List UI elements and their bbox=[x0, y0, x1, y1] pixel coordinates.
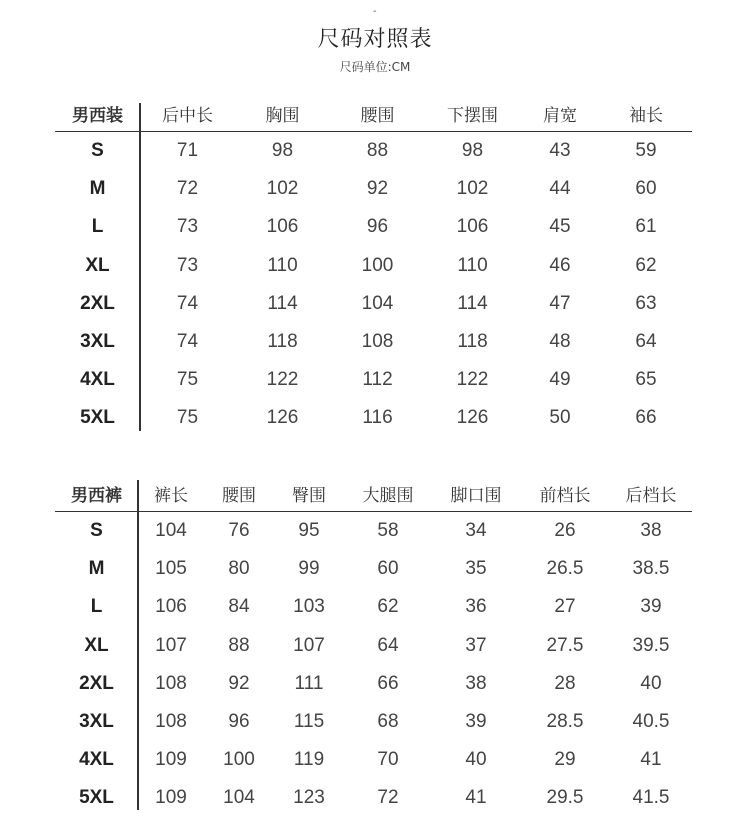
table-cell: 106 bbox=[266, 216, 299, 238]
table-cell: 39 bbox=[465, 711, 487, 733]
table-cell: 100 bbox=[223, 749, 255, 771]
column-header: 裤长 bbox=[154, 485, 188, 506]
table-cell: 39 bbox=[640, 596, 662, 618]
table-cell: 76 bbox=[228, 520, 250, 542]
table-cell: 98 bbox=[461, 140, 484, 162]
table-cell: 108 bbox=[155, 711, 187, 733]
table-row bbox=[55, 285, 692, 323]
size-label: 4XL bbox=[79, 749, 114, 771]
table-cell: 96 bbox=[366, 216, 389, 238]
table-cell: 61 bbox=[635, 216, 657, 238]
table-cell: 41 bbox=[465, 787, 487, 809]
table-row bbox=[55, 627, 692, 665]
table-row bbox=[55, 323, 692, 361]
table-row bbox=[55, 361, 692, 399]
size-label: XL bbox=[84, 634, 109, 656]
table-cell: 64 bbox=[635, 331, 657, 353]
page-subtitle: 尺码单位:CM bbox=[339, 60, 411, 74]
top-tick-mark: - bbox=[373, 6, 377, 17]
size-label: 5XL bbox=[80, 407, 115, 429]
table-cell: 26.5 bbox=[546, 558, 584, 580]
size-label: 2XL bbox=[80, 292, 115, 314]
table-cell: 34 bbox=[465, 520, 487, 542]
table-cell: 92 bbox=[366, 178, 389, 200]
table-cell: 43 bbox=[549, 140, 571, 162]
size-label: 2XL bbox=[79, 672, 114, 694]
table-row bbox=[55, 512, 692, 550]
table-cell: 37 bbox=[465, 634, 487, 656]
table-cell: 105 bbox=[155, 558, 187, 580]
table-cell: 110 bbox=[267, 254, 298, 276]
table-cell: 102 bbox=[456, 178, 489, 200]
table-row bbox=[55, 665, 692, 703]
table-cell: 80 bbox=[228, 558, 250, 580]
table-cell: 27 bbox=[554, 596, 576, 618]
table-cell: 109 bbox=[155, 749, 187, 771]
size-label: 3XL bbox=[80, 331, 115, 353]
table-cell: 110 bbox=[457, 254, 488, 276]
table-cell: 72 bbox=[377, 787, 399, 809]
table-cell: 41 bbox=[640, 749, 662, 771]
table-cell: 114 bbox=[457, 292, 488, 314]
table-cell: 84 bbox=[228, 596, 250, 618]
table-cell: 38 bbox=[465, 672, 487, 694]
table-cell: 28.5 bbox=[546, 711, 584, 733]
table-cell: 95 bbox=[298, 520, 320, 542]
table-cell: 99 bbox=[298, 558, 320, 580]
table-cell: 75 bbox=[176, 407, 199, 429]
table-cell: 106 bbox=[155, 596, 187, 618]
table-cell: 59 bbox=[635, 140, 657, 162]
table-cell: 40 bbox=[640, 672, 662, 694]
table-row bbox=[55, 779, 692, 817]
table-cell: 60 bbox=[377, 558, 399, 580]
table-row bbox=[55, 247, 692, 285]
table-cell: 108 bbox=[155, 672, 187, 694]
table-cell: 38 bbox=[640, 520, 662, 542]
column-header: 后档长 bbox=[625, 485, 677, 506]
size-label: M bbox=[88, 558, 105, 580]
table-cell: 109 bbox=[155, 787, 187, 809]
table-row bbox=[55, 703, 692, 741]
table-cell: 65 bbox=[635, 369, 657, 391]
table-cell: 123 bbox=[293, 787, 325, 809]
table-row bbox=[55, 741, 692, 779]
table-cell: 66 bbox=[377, 672, 399, 694]
table-cell: 40.5 bbox=[632, 711, 670, 733]
table-cell: 122 bbox=[456, 369, 489, 391]
table-cell: 126 bbox=[266, 407, 299, 429]
column-header: 大腿围 bbox=[362, 485, 414, 506]
size-label: M bbox=[89, 178, 106, 200]
table-cell: 92 bbox=[228, 672, 250, 694]
table-cell: 38.5 bbox=[632, 558, 670, 580]
suit-size-table bbox=[55, 95, 692, 438]
table-cell: 62 bbox=[377, 596, 399, 618]
table-cell: 107 bbox=[293, 634, 325, 656]
table-cell: 63 bbox=[635, 292, 657, 314]
table-cell: 60 bbox=[635, 178, 657, 200]
table-cell: 71 bbox=[176, 140, 199, 162]
table-cell: 88 bbox=[228, 634, 250, 656]
column-header: 袖长 bbox=[629, 105, 663, 126]
table-cell: 104 bbox=[223, 787, 255, 809]
table-cell: 108 bbox=[361, 331, 394, 353]
table-cell: 122 bbox=[266, 369, 299, 391]
table-cell: 40 bbox=[465, 749, 487, 771]
column-header: 前档长 bbox=[539, 485, 591, 506]
table-cell: 114 bbox=[267, 292, 298, 314]
table-cell: 49 bbox=[549, 369, 571, 391]
table-row bbox=[55, 170, 692, 208]
table-cell: 104 bbox=[155, 520, 187, 542]
table-cell: 39.5 bbox=[632, 634, 670, 656]
table-cell: 41.5 bbox=[632, 787, 670, 809]
table-cell: 36 bbox=[465, 596, 487, 618]
suits-header-row bbox=[55, 95, 692, 132]
column-header: 胸围 bbox=[265, 105, 300, 126]
table-cell: 119 bbox=[293, 749, 325, 771]
table-cell: 103 bbox=[293, 596, 325, 618]
table-cell: 118 bbox=[457, 331, 488, 353]
table-cell: 64 bbox=[377, 634, 399, 656]
table-cell: 102 bbox=[266, 178, 299, 200]
table-cell: 29.5 bbox=[546, 787, 584, 809]
table-cell: 115 bbox=[293, 711, 325, 733]
table-cell: 58 bbox=[377, 520, 399, 542]
trousers-size-table bbox=[55, 475, 692, 818]
table-cell: 70 bbox=[377, 749, 399, 771]
page-title: 尺码对照表 bbox=[317, 27, 433, 52]
table-cell: 73 bbox=[176, 216, 199, 238]
size-label: 3XL bbox=[79, 711, 114, 733]
trousers-header-row bbox=[55, 475, 692, 512]
table-cell: 50 bbox=[549, 407, 571, 429]
trousers-table-divider bbox=[137, 480, 139, 810]
column-header: 下摆围 bbox=[447, 105, 498, 126]
column-header: 腰围 bbox=[360, 105, 395, 126]
size-label: 5XL bbox=[79, 787, 114, 809]
table-cell: 118 bbox=[267, 331, 298, 353]
size-label: S bbox=[91, 140, 104, 162]
table-cell: 111 bbox=[294, 672, 324, 694]
table-cell: 104 bbox=[361, 292, 394, 314]
suits-table-label: 男西装 bbox=[72, 105, 123, 126]
table-cell: 47 bbox=[549, 292, 571, 314]
table-row bbox=[55, 132, 692, 170]
table-cell: 116 bbox=[362, 407, 393, 429]
table-cell: 26 bbox=[554, 520, 576, 542]
size-label: XL bbox=[85, 254, 110, 276]
column-header: 腰围 bbox=[222, 485, 256, 506]
size-label: L bbox=[90, 596, 103, 618]
table-cell: 48 bbox=[549, 331, 571, 353]
table-cell: 72 bbox=[176, 178, 199, 200]
table-cell: 74 bbox=[176, 331, 199, 353]
table-cell: 107 bbox=[155, 634, 187, 656]
column-header: 脚口围 bbox=[450, 485, 502, 506]
table-cell: 28 bbox=[554, 672, 576, 694]
table-cell: 66 bbox=[635, 407, 657, 429]
table-cell: 98 bbox=[271, 140, 294, 162]
table-cell: 29 bbox=[554, 749, 576, 771]
table-cell: 73 bbox=[176, 254, 199, 276]
table-cell: 62 bbox=[635, 254, 657, 276]
table-cell: 126 bbox=[456, 407, 489, 429]
table-cell: 45 bbox=[549, 216, 571, 238]
size-label: L bbox=[91, 216, 104, 238]
table-cell: 68 bbox=[377, 711, 399, 733]
table-cell: 96 bbox=[228, 711, 250, 733]
size-label: 4XL bbox=[80, 369, 115, 391]
table-cell: 46 bbox=[549, 254, 571, 276]
table-cell: 27.5 bbox=[546, 634, 584, 656]
table-cell: 75 bbox=[176, 369, 199, 391]
column-header: 肩宽 bbox=[543, 105, 577, 126]
column-header: 后中长 bbox=[162, 105, 213, 126]
table-cell: 106 bbox=[456, 216, 489, 238]
table-cell: 112 bbox=[362, 369, 393, 391]
table-cell: 100 bbox=[361, 254, 394, 276]
trousers-table-label: 男西裤 bbox=[71, 485, 122, 506]
table-cell: 44 bbox=[549, 178, 571, 200]
table-row bbox=[55, 550, 692, 588]
column-header: 臀围 bbox=[292, 485, 326, 506]
table-row bbox=[55, 399, 692, 437]
table-cell: 35 bbox=[465, 558, 487, 580]
table-row bbox=[55, 588, 692, 626]
table-cell: 88 bbox=[366, 140, 389, 162]
suit-table-divider bbox=[139, 103, 141, 431]
table-row bbox=[55, 208, 692, 246]
table-cell: 74 bbox=[176, 292, 199, 314]
size-label: S bbox=[90, 520, 103, 542]
